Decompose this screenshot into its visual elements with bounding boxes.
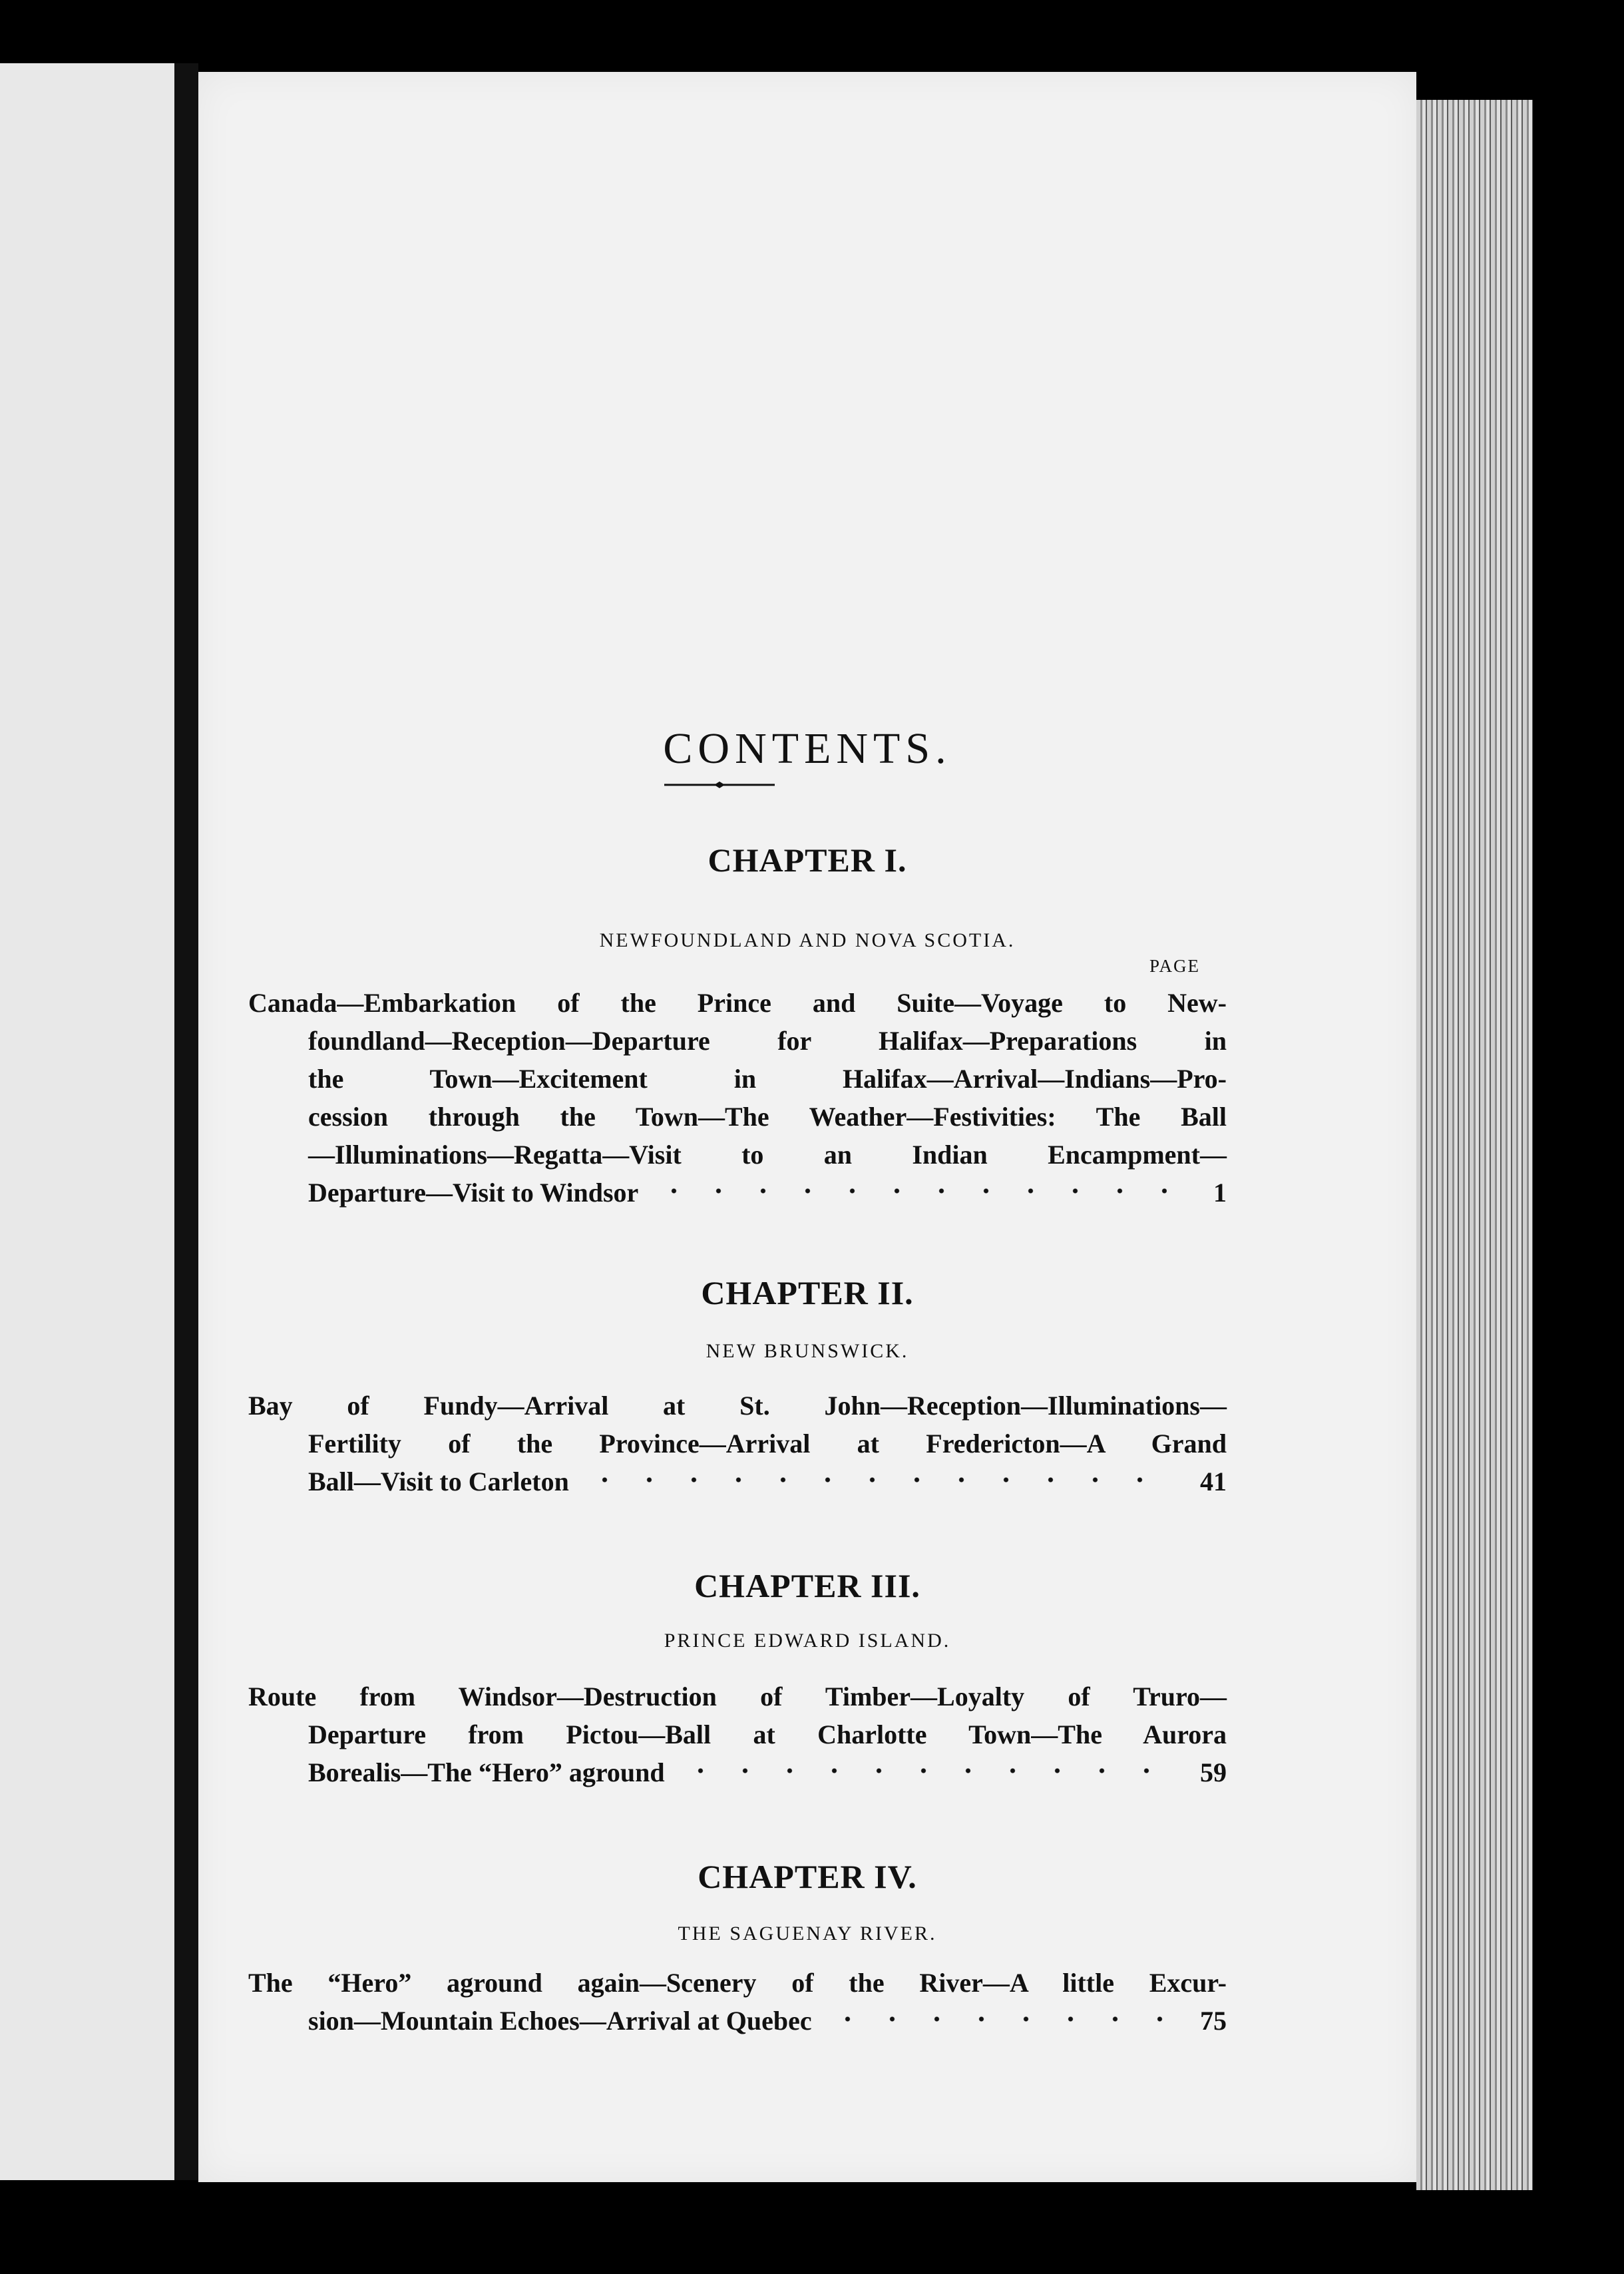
summary-line: cession through the Town—The Weather—Festivities: The Ball xyxy=(308,1102,1227,1132)
summary-line: Route from Windsor—Destruction of Timber—Loyalty of Truro— xyxy=(248,1682,1227,1711)
chapter-3-heading: CHAPTER III. xyxy=(694,1567,920,1604)
dot-leader xyxy=(678,1757,1167,1784)
chapter-2-subtitle: NEW BRUNSWICK. xyxy=(706,1340,909,1362)
chapter-4-subtitle: THE SAGUENAY RIVER. xyxy=(678,1923,937,1944)
chapter-1-summary xyxy=(248,984,1227,1212)
summary-line: sion—Mountain Echoes—Arrival at Quebec xyxy=(308,2006,812,2036)
contents-title: CONTENTS. xyxy=(663,724,952,774)
summary-line: the Town—Excitement in Halifax—Arrival—Indians—Pro- xyxy=(308,1064,1227,1094)
summary-line: Departure—Visit to Windsor xyxy=(308,1178,639,1208)
page-number: 41 xyxy=(1200,1467,1227,1496)
book-page-edges xyxy=(1416,100,1533,2190)
summary-line: —Illuminations—Regatta—Visit to an Indian Encampment— xyxy=(308,1140,1227,1170)
chapter-1-subtitle: NEWFOUNDLAND AND NOVA SCOTIA. xyxy=(599,929,1016,951)
summary-last-line xyxy=(248,2002,1227,2040)
chapter-3-summary xyxy=(248,1678,1227,1791)
chapter-3-subtitle: PRINCE EDWARD ISLAND. xyxy=(664,1630,951,1652)
summary-line: Fertility of the Province—Arrival at Fredericton—A Grand xyxy=(308,1429,1227,1459)
summary-last-line xyxy=(248,1174,1227,1212)
chapter-2-heading: CHAPTER II. xyxy=(701,1274,914,1311)
summary-line: Departure from Pictou—Ball at Charlotte Town—The Aurora xyxy=(308,1719,1227,1749)
summary-line: Ball—Visit to Carleton xyxy=(308,1467,569,1496)
dot-leader xyxy=(582,1467,1167,1493)
page-column-label: PAGE xyxy=(1149,956,1200,976)
summary-line: The “Hero” aground again—Scenery of the River—A little Excur- xyxy=(248,1968,1227,1998)
chapter-4-heading: CHAPTER IV. xyxy=(698,1858,917,1895)
page-number: 1 xyxy=(1213,1178,1227,1208)
book-page xyxy=(198,72,1416,2182)
summary-line: Borealis—The “Hero” aground xyxy=(308,1757,665,1787)
facing-page-edge xyxy=(0,63,174,2180)
chapter-2-summary xyxy=(248,1387,1227,1500)
page-number: 59 xyxy=(1200,1757,1227,1787)
dot-leader xyxy=(652,1178,1167,1204)
summary-line: foundland—Reception—Departure for Halifax—Preparations in xyxy=(308,1026,1227,1056)
book-gutter xyxy=(174,63,198,2180)
summary-last-line xyxy=(248,1753,1227,1791)
summary-last-line xyxy=(248,1463,1227,1500)
chapter-4-summary xyxy=(248,1964,1227,2040)
title-ornament xyxy=(664,782,775,788)
page-number: 75 xyxy=(1200,2006,1227,2036)
dot-leader xyxy=(825,2006,1167,2032)
summary-line: Bay of Fundy—Arrival at St. John—Reception—Illuminations— xyxy=(248,1391,1227,1421)
summary-line: Canada—Embarkation of the Prince and Suite—Voyage to New- xyxy=(248,988,1227,1018)
chapter-1-heading: CHAPTER I. xyxy=(708,841,907,879)
